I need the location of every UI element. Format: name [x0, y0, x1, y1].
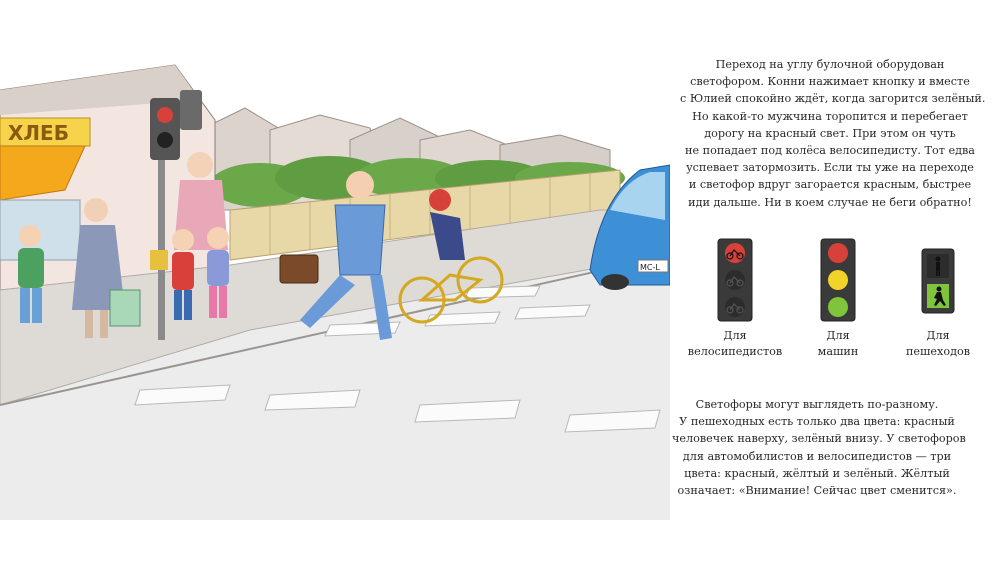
text-line: и светофор вдруг загорается красным, быстрее	[688, 178, 972, 192]
text-line: светофором. Конни нажимает кнопку и вместе	[690, 75, 970, 89]
text-line: с Юлией спокойно ждёт, когда загорится зелёный.	[680, 92, 986, 106]
street-crossing-illustration	[0, 60, 670, 520]
bakery-sign: ХЛЕБ	[8, 121, 69, 145]
paragraph-explanation	[672, 396, 966, 499]
text-line: не попадает под колёса велосипедисту. Тот едва	[685, 144, 975, 158]
car-plate: MC-L	[640, 263, 660, 272]
text-line: дорогу на красный свет. При этом он чуть	[704, 126, 956, 140]
text-line: цвета: красный, жёлтый и зелёный. Жёлтый	[684, 466, 950, 480]
text-line: иди дальше. Ни в коем случае не беги обратно!	[688, 195, 972, 209]
pedestrian-traffic-light	[921, 248, 955, 314]
paragraph-story	[680, 56, 986, 211]
text-line: Переход на углу булочной оборудован	[715, 58, 945, 71]
text-line: для автомобилистов и велосипедистов — три	[682, 449, 952, 463]
label-bicycle-light: Для велосипедистов	[687, 329, 783, 358]
car-traffic-light	[820, 238, 856, 322]
label-pedestrian-light: Для пешеходов	[905, 329, 971, 358]
text-line: означает: «Внимание! Сейчас цвет сменится».	[677, 484, 957, 498]
text-line: человечек наверху, зелёный внизу. У светофоров	[672, 432, 966, 446]
text-line: Светофоры могут выглядеть по-разному.	[695, 398, 939, 411]
text-line: У пешеходных есть только два цвета: красный	[679, 415, 955, 429]
bicycle-traffic-light	[717, 238, 753, 322]
label-car-light: Для машин	[817, 329, 859, 358]
text-line: Но какой-то мужчина торопится и перебегает	[692, 109, 968, 123]
text-line: успевает затормозить. Если ты уже на переходе	[686, 161, 974, 175]
